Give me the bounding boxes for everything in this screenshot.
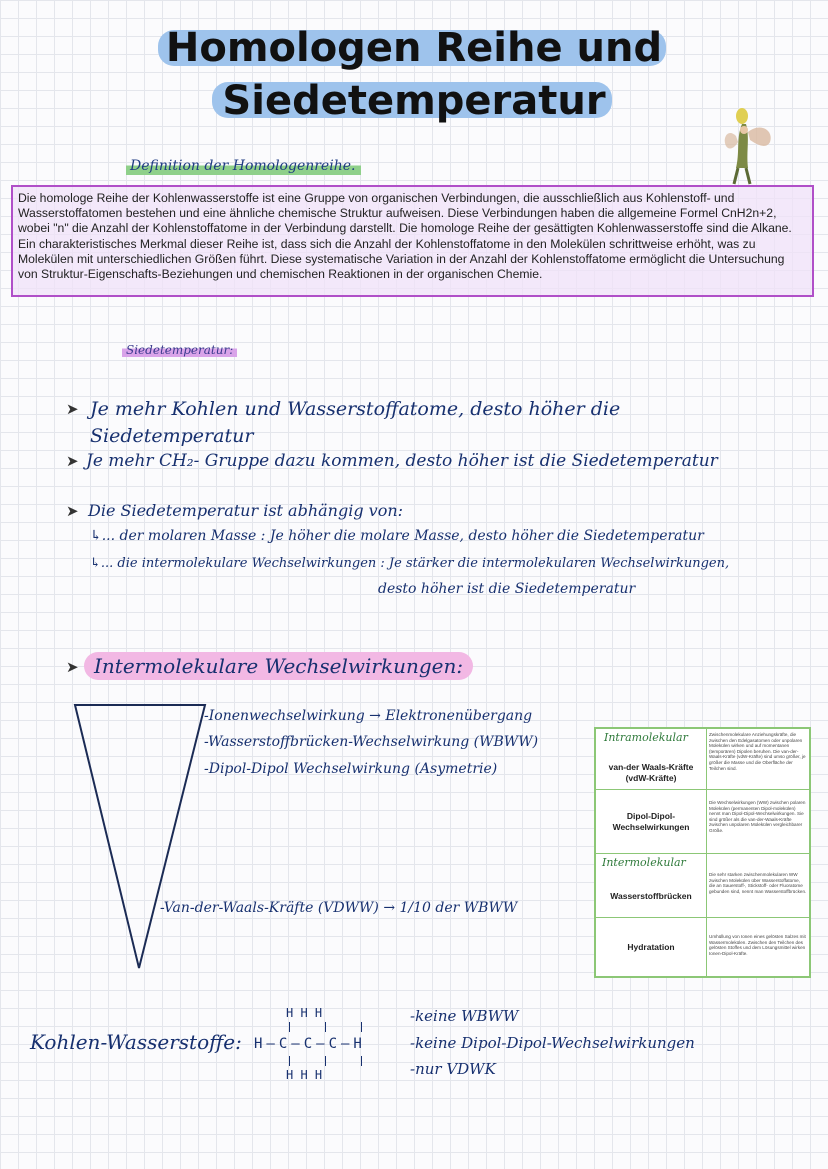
table-row-name: van-der Waals-Kräfte (vdW-Kräfte) <box>596 729 707 803</box>
bullet-arrow-icon: ➤ <box>66 400 79 418</box>
table-row-desc: Die Wechselwirkungen (WW) zwischen polaren Molekülen (permanenten Dipol-molekülen) nennt man Dipol-Dipol-Wechselwirkungen. Sie sind größer als die van-der-Waals-Kräfte zwischen unpolaren Molekülen vergleichbarer Größe. <box>709 800 806 833</box>
table-tag-intermolecular: Intermolekular <box>602 856 686 869</box>
structure-bond-bottom <box>289 1056 290 1066</box>
siede-sub-1: ↳... der molaren Masse : Je höher die molare Masse, desto höher die Siedetemperatur <box>90 528 704 544</box>
structure-top-h: H H H <box>286 1006 323 1020</box>
interaction-item-3: -Dipol-Dipol Wechselwirkung (Asymetrie) <box>204 761 498 777</box>
table-tag-intramolecular: Intramolekular <box>604 731 688 744</box>
page-title-line-2: Siedetemperatur <box>222 78 606 124</box>
siede-bullet-2: Je mehr CH₂- Gruppe dazu kommen, desto höher ist die Siedetemperatur <box>86 451 718 471</box>
siede-sub-2-line-1: ↳... die intermolekulare Wechselwirkungen : Je stärker die intermolekularen Wechselwirkungen, <box>90 556 730 571</box>
interaction-vdw: -Van-der-Waals-Kräfte (VDWW) → 1/10 der WBWW <box>160 900 518 916</box>
strength-triangle <box>72 700 208 972</box>
page-title-line-1: Homologen Reihe und <box>165 25 663 71</box>
table-row-desc: Die sehr starken zwischenmolekularen WW zwischen Molekülen über Wasserstoffatome, die an Sauerstoff-, Stickstoff- oder Fluoratome gebunden sind, nennt man Wasserstoffbrücken. <box>709 872 807 894</box>
table-row-name: Wasserstoffbrücken <box>596 854 707 928</box>
bullet-arrow-icon: ➤ <box>66 658 79 676</box>
table-row-name: Hydratation <box>596 918 707 977</box>
bullet-arrow-icon: ➤ <box>66 502 79 520</box>
structure-bond-top <box>289 1022 290 1032</box>
definition-text: Die homologe Reihe der Kohlenwasserstoffe ist eine Gruppe von organischen Verbindungen, die ausschließlich aus Kohlenstoff- und Wasserstoffatomen bestehen und eine ähnliche chemische Struktur aufweisen. Diese Verbindungen haben die allgemeine Formel CnH2n+2, wobei "n" die Anzahl der Kohlenstoffatome in der Verbindung darstellt. Die homologe Reihe der gesättigten Kohlenwasserstoffe sind die Alkane. Ein charakteristisches Merkmal dieser Reihe ist, dass sich die Anzahl der Kohlenstoffatome in den Molekülen schrittweise erhöht, was zu Molekülen mit unterschiedlichen Größen führt. Diese systematische Variation in der Anzahl der Kohlenstoffatome ermöglicht die Untersuchung von Struktur-Eigenschafts-Beziehungen und chemischen Reaktionen in der organischen Chemie. <box>18 191 792 282</box>
hydrocarbons-label: Kohlen-Wasserstoffe: <box>30 1030 242 1054</box>
definition-box <box>11 185 814 297</box>
hydrocarbon-note-2: -keine Dipol-Dipol-Wechselwirkungen <box>410 1034 695 1052</box>
table-row <box>596 789 809 854</box>
intermolecular-heading: Intermolekulare Wechselwirkungen: <box>84 652 473 680</box>
structure-bottom-h: H H H <box>286 1068 323 1082</box>
hydrocarbon-note-1: -keine WBWW <box>410 1007 519 1025</box>
definition-heading: Definition der Homologenreihe. <box>126 158 361 175</box>
bullet-arrow-icon: ➤ <box>66 452 79 470</box>
siede-sub-2-line-2: desto höher ist die Siedetemperatur <box>378 581 636 597</box>
table-row <box>596 917 809 977</box>
interaction-item-2: -Wasserstoffbrücken-Wechselwirkung (WBWW) <box>204 734 539 750</box>
fairy-illustration <box>722 108 776 186</box>
siedetemperatur-heading: Siedetemperatur: <box>122 343 237 357</box>
table-row-desc: Umhüllung von Ionen eines gelösten Salzes mit Wassermolekülen. Zwischen den Teilchen des gelösten Stoffes und dem Lösungsmittel wirken Ionen-Dipol-Kräfte. <box>709 934 806 956</box>
siede-bullet-3: Die Siedetemperatur ist abhängig von: <box>88 501 404 520</box>
siede-bullet-1-line-2: Siedetemperatur <box>90 425 254 447</box>
interaction-item-1: -Ionenwechselwirkung → Elektronenübergang <box>204 708 533 724</box>
table-row-name: Dipol-Dipol-Wechselwirkungen <box>596 790 707 854</box>
interactions-table <box>594 727 811 978</box>
siede-bullet-1-line-1: Je mehr Kohlen und Wasserstoffatome, desto höher die <box>90 398 621 420</box>
hydrocarbon-note-3: -nur VDWK <box>410 1060 496 1078</box>
table-row-desc: Zwischenmolekulare Anziehungskräfte, die zwischen den Edelgasatomen oder unpolaren Molekülen wirken und auf momentanen (temporären) Dipolen beruhen. Die van-der-Waals-Kräfte (vdW-Kräfte) sind umso größer, je größer die Masse und die Oberfläche der Teilchen sind. <box>709 732 806 771</box>
structure-middle: H—C—C—C—H <box>254 1036 366 1052</box>
